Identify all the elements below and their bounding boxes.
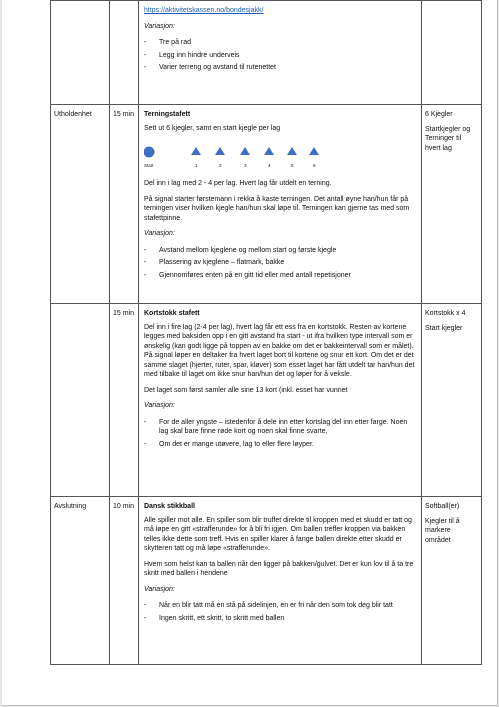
cone-2-label: 2 — [219, 163, 222, 168]
aktivitetskassen-link[interactable]: https://aktivitetskassen.no/bondesjakk/ — [144, 7, 264, 14]
cone-5-label: 5 — [291, 163, 294, 168]
cone-5-marker — [287, 147, 297, 155]
list-item: - Plassering av kjeglene – flatmark, bakke — [144, 258, 416, 268]
cone-4-label: 4 — [268, 163, 271, 168]
activity-title: Terningstafett — [144, 111, 191, 118]
start-marker — [144, 147, 155, 158]
equipment-item: Start kjegler — [425, 324, 463, 332]
list-item: - For de aller yngste – istedenfor å dele inn etter kortslag del inn etter farge. Noen lag skal bare finne røde kort og noen skal finne svarte. — [144, 418, 416, 437]
activity-intro: Sett ut 6 kjegler, samt en start kjegle per lag — [144, 124, 281, 132]
activity-cell — [139, 304, 422, 497]
table-row — [51, 1, 482, 105]
cone-3-label: 3 — [244, 163, 247, 168]
cone-1-marker — [191, 147, 201, 155]
cone-diagram-svg — [144, 139, 406, 173]
time-cell: 15 min — [110, 304, 139, 497]
equipment-cell — [422, 105, 482, 304]
equipment-cell — [422, 497, 482, 665]
activity-cell — [139, 497, 422, 665]
variation-heading: Variasjon: — [144, 585, 175, 593]
equipment-item: Softball(er) — [425, 503, 460, 510]
activity-title: Kortstokk stafett — [144, 310, 200, 317]
variation-list — [144, 246, 416, 281]
variation-list — [144, 418, 416, 450]
activity-paragraph: På signal starter førstemann i rekka å kaste terningen. Det antall øyne han/hun får på terningen viser hvilken kjegle han/hun skal løpe til. Terningen kan gjerne tas med som stafettpinne. — [144, 195, 410, 222]
variation-heading: Variasjon: — [144, 230, 175, 237]
list-item: - Ingen skritt, ett skritt, to skritt med ballen — [144, 614, 416, 624]
list-item: - Om det er mange utøvere, lag to eller flere løyper. — [144, 440, 416, 450]
variation-heading: Variasjon: — [144, 22, 175, 30]
equipment-item: Kortstokk x 4 — [425, 310, 466, 317]
table-row — [51, 497, 482, 665]
cone-4-marker — [264, 147, 274, 155]
variation-list — [144, 38, 416, 73]
table-row — [51, 105, 482, 304]
variation-heading: Variasjon: — [144, 402, 175, 409]
activity-cell — [139, 105, 422, 304]
list-item: - Tre på rad — [144, 38, 416, 48]
cone-6-marker — [309, 147, 319, 155]
variation-list — [144, 601, 416, 623]
equipment-item: Kjegler til å markere området — [425, 517, 460, 544]
time-cell — [110, 1, 139, 105]
phase-cell: Utholdenhet — [51, 105, 110, 304]
equipment-cell — [422, 1, 482, 105]
activity-paragraph: Del inn i fire lag (2-4 per lag), hvert lag får ett ess fra en kortstokk. Resten av kortene legges med baksiden opp i en gitt avstand fra start - ut ifra hvilken type intervall som er ønskelig (kan godt ligge på toppen av en bakke om det er bakkeintervall som er målet). På signal løper en deltaker fra hvert laget bort til kortene og snur ett kort. Om det er det samme slaget (hjerter, ruter, spar, kløver) som esset laget har fått utdelt tar han/hun det med tilbake til laget om ikke snur han/hun det og løper for å veksle. — [144, 323, 415, 378]
phase-cell — [51, 1, 110, 105]
list-item: - Avstand mellom kjeglene og mellom start og første kjegle — [144, 246, 416, 256]
activity-paragraph: Hvem som helst kan ta ballen når den ligger på bakken/gulvet. Det er kun lov til å ta tre skritt med ballen i hendene — [144, 560, 414, 577]
activity-paragraph: Del inn i lag med 2 - 4 per lag. Hvert lag får utdelt en terning. — [144, 180, 332, 187]
cone-diagram — [144, 139, 416, 173]
activity-cell — [139, 1, 422, 105]
activity-paragraph: Det laget som først samler alle sine 13 kort (inkl. esset har vunnet — [144, 386, 348, 394]
equipment-item: Startkjegler og Terninger til hvert lag — [425, 125, 471, 152]
activity-title: Dansk stikkball — [144, 503, 195, 510]
list-item: - Varier terreng og avstand til rutenettet — [144, 63, 416, 73]
time-cell: 15 min — [110, 105, 139, 304]
cone-1-label: 1 — [195, 163, 198, 168]
list-item: - Når en blir tatt må en stå på sidelinjen, en er fri når den som tok deg blir tatt — [144, 601, 416, 611]
activity-table — [50, 0, 482, 665]
table-row — [51, 304, 482, 497]
cone-3-marker — [240, 147, 250, 155]
start-label: Start — [144, 163, 154, 168]
list-item: - Legg inn hindre underveis — [144, 51, 416, 61]
list-item: - Gjennomføres enten på en gitt tid eller med antall repetisjoner — [144, 271, 416, 281]
phase-cell: Avslutning — [51, 497, 110, 665]
equipment-item: 6 Kjegler — [425, 111, 453, 118]
cone-6-label: 6 — [313, 163, 316, 168]
document-page — [2, 0, 498, 706]
cone-2-marker — [215, 147, 225, 155]
phase-cell — [51, 304, 110, 497]
time-cell: 10 min — [110, 497, 139, 665]
activity-paragraph: Alle spiller mot alle. En spiller som blir truffet direkte til kroppen med et skudd er tatt og må løpe en gitt «strafferunde» for å bli fri igjen. Om ballen treffer kroppen via bakken telles ikke dette som treff. Hvis en spiller klarer å fange ballen direkte etter skudd er skytteren tatt og må løpe «strafferunde». — [144, 516, 412, 552]
equipment-cell — [422, 304, 482, 497]
